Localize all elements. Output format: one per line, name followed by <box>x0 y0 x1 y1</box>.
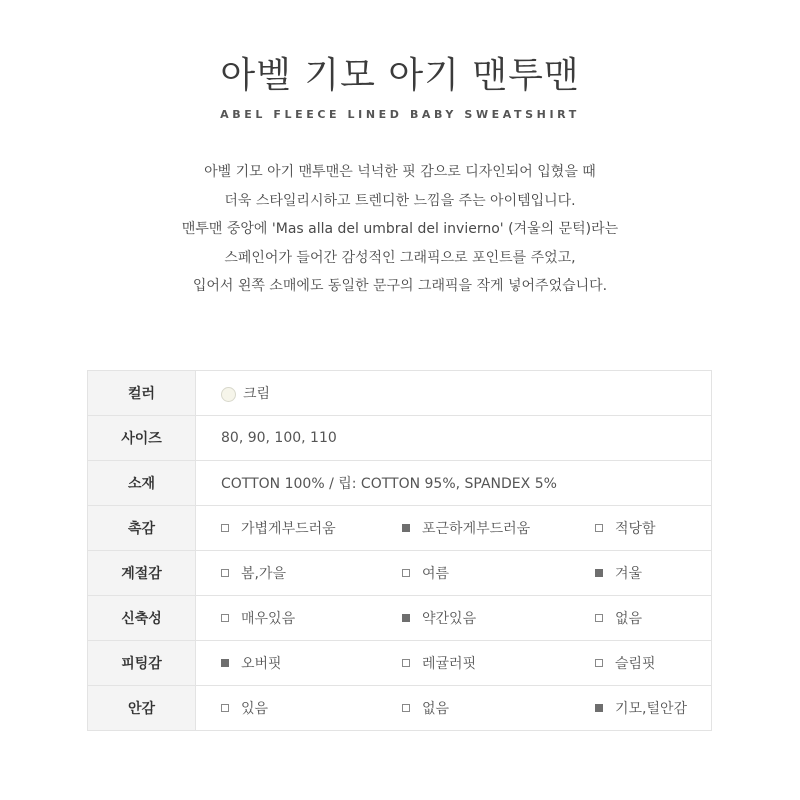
option-item <box>595 518 656 538</box>
spec-label: 촉감 <box>88 506 196 551</box>
spec-label: 계절감 <box>88 551 196 596</box>
option-label: 가볍게부드러움 <box>241 521 336 537</box>
option-label: 봄,가을 <box>241 566 287 582</box>
spec-label: 소재 <box>88 461 196 506</box>
description-line: 더욱 스타일리시하고 트렌디한 느낌을 주는 아이템입니다. <box>224 192 576 209</box>
spec-value: 80, 90, 100, 110 <box>196 416 712 461</box>
unchecked-box-icon <box>595 524 603 532</box>
option-group <box>221 563 711 583</box>
spec-label: 피팅감 <box>88 641 196 686</box>
spec-row-touch <box>88 506 712 551</box>
option-group <box>221 608 711 628</box>
option-label: 없음 <box>422 701 450 717</box>
unchecked-box-icon <box>221 704 229 712</box>
option-label: 겨울 <box>615 566 643 582</box>
spec-row-fit <box>88 641 712 686</box>
spec-label: 안감 <box>88 686 196 731</box>
option-label: 슬림핏 <box>615 656 656 672</box>
checked-box-icon <box>402 524 410 532</box>
spec-label: 사이즈 <box>88 416 196 461</box>
unchecked-box-icon <box>595 659 603 667</box>
option-item <box>402 563 595 583</box>
option-item <box>402 518 595 538</box>
option-item <box>402 653 595 673</box>
checked-box-icon <box>221 659 229 667</box>
option-item <box>221 608 402 628</box>
option-group <box>221 518 711 538</box>
spec-value <box>196 506 712 551</box>
spec-row-lining <box>88 686 712 731</box>
option-item <box>221 518 402 538</box>
checked-box-icon <box>595 704 603 712</box>
option-item <box>221 563 402 583</box>
spec-label: 컬러 <box>88 371 196 416</box>
spec-value <box>196 371 712 416</box>
option-label: 레귤러핏 <box>422 656 477 672</box>
option-label: 매우있음 <box>241 611 296 627</box>
product-description <box>0 158 800 301</box>
spec-row-size <box>88 416 712 461</box>
option-item <box>221 653 402 673</box>
unchecked-box-icon <box>221 614 229 622</box>
unchecked-box-icon <box>402 659 410 667</box>
option-group <box>221 653 711 673</box>
option-item <box>595 698 687 718</box>
color-swatch-icon <box>221 387 236 402</box>
spec-table <box>87 370 712 731</box>
spec-value: COTTON 100% / 립: COTTON 95%, SPANDEX 5% <box>196 461 712 506</box>
option-label: 기모,털안감 <box>615 701 688 717</box>
description-line: 맨투맨 중앙에 'Mas alla del umbral del invierno' (겨울의 문턱)라는 <box>181 221 619 237</box>
checked-box-icon <box>402 614 410 622</box>
page-title: 아벨 기모 아기 맨투맨 <box>220 55 580 96</box>
option-item <box>402 698 595 718</box>
option-item <box>595 608 642 628</box>
option-label: 포근하게부드러움 <box>422 521 531 537</box>
option-item <box>595 563 642 583</box>
spec-value <box>196 641 712 686</box>
option-label: 없음 <box>615 611 643 627</box>
page-subtitle: ABEL FLEECE LINED BABY SWEATSHIRT <box>220 108 580 121</box>
spec-row-color <box>88 371 712 416</box>
color-name: 크림 <box>243 386 271 402</box>
spec-row-material <box>88 461 712 506</box>
description-line: 아벨 기모 아기 맨투맨은 넉넉한 핏 감으로 디자인되어 입혔을 때 <box>204 164 596 180</box>
option-label: 있음 <box>241 701 269 717</box>
spec-label: 신축성 <box>88 596 196 641</box>
spec-value <box>196 686 712 731</box>
unchecked-box-icon <box>402 704 410 712</box>
option-item <box>595 653 656 673</box>
spec-row-season <box>88 551 712 596</box>
checked-box-icon <box>595 569 603 577</box>
option-label: 적당함 <box>615 521 656 537</box>
option-label: 여름 <box>422 566 450 582</box>
spec-value <box>196 596 712 641</box>
description-line: 입어서 왼쪽 소매에도 동일한 문구의 그래픽을 작게 넣어주었습니다. <box>192 278 608 294</box>
unchecked-box-icon <box>402 569 410 577</box>
option-label: 오버핏 <box>241 656 282 672</box>
unchecked-box-icon <box>221 569 229 577</box>
description-line: 스페인어가 들어간 감성적인 그래픽으로 포인트를 주었고, <box>224 249 576 266</box>
option-group <box>221 698 711 718</box>
spec-value <box>196 551 712 596</box>
option-item <box>402 608 595 628</box>
unchecked-box-icon <box>221 524 229 532</box>
spec-row-stretch <box>88 596 712 641</box>
unchecked-box-icon <box>595 614 603 622</box>
option-label: 약간있음 <box>422 611 477 627</box>
option-item <box>221 698 402 718</box>
